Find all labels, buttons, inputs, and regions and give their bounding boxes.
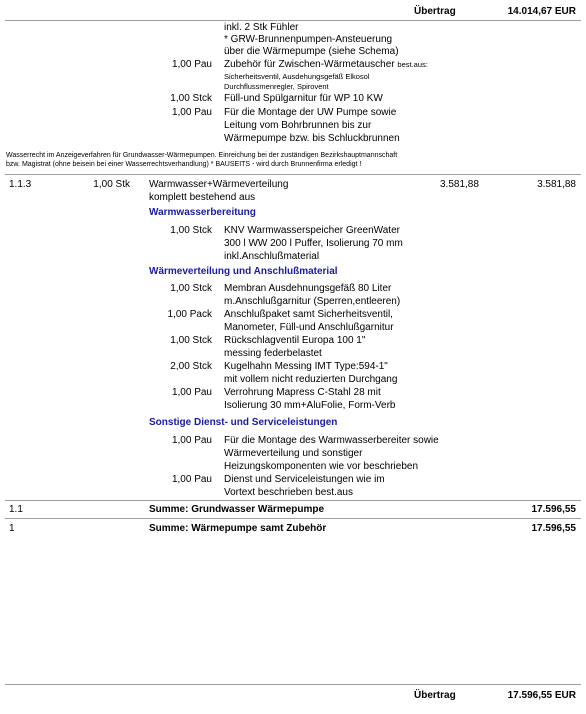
item-text: Füll-und Spülgarnitur für WP 10 KW	[224, 93, 383, 104]
item-text: Kugelhahn Messing IMT Type:594-1"	[224, 361, 388, 372]
item-text: Dienst und Serviceleistungen wie im	[224, 474, 385, 485]
sum-divider	[5, 500, 581, 501]
item-text: Anschlußpaket samt Sicherheitsventil,	[224, 309, 393, 320]
carry-over-label: Übertrag	[414, 6, 456, 17]
item-qty: 1,00 Pau	[171, 107, 212, 118]
position-qty: 1,00 Stk	[93, 179, 130, 190]
footer-carry-over-amount: 17.596,55 EUR	[507, 690, 576, 701]
section-heading-waermeverteilung: Wärmeverteilung und Anschlußmaterial	[149, 266, 338, 277]
item-text-line: Heizungskomponenten wie vor beschrieben	[224, 461, 419, 472]
carry-over-amount: 14.014,67 EUR	[507, 6, 576, 17]
sum-label: Summe: Wärmepumpe samt Zubehör	[149, 523, 327, 534]
position-subtitle: komplett bestehend aus	[149, 192, 256, 203]
item-text: Membran Ausdehnungsgefäß 80 Liter	[224, 283, 392, 294]
item-qty: 1,00 Stck	[170, 225, 212, 236]
item-sub-line: Sicherheitsventil, Ausdehungsgefäß Elkosol	[224, 72, 370, 81]
cont-line-1: inkl. 2 Stk Fühler	[224, 22, 299, 33]
item-text-line: Leitung vom Bohrbrunnen bis zur	[224, 120, 372, 131]
position-divider	[5, 174, 581, 175]
footer-carry-over-label: Übertrag	[414, 690, 456, 701]
item-text: KNV Warmwasserspeicher GreenWater	[224, 225, 400, 236]
section-heading-sonstige: Sonstige Dienst- und Serviceleistungen	[149, 417, 338, 428]
item-sub-line: Durchflussmenregler, Spirovent	[224, 82, 329, 91]
item-qty: 2,00 Stck	[170, 361, 212, 372]
item-text: Für die Montage der UW Pumpe sowie	[224, 107, 397, 118]
item-text	[224, 59, 428, 71]
water-right-notice: Wasserrecht im Anzeigeverfahren für Grundwasser-Wärmepumpen. Einreichung bei der zuständigen Bezirkshauptmannschaft	[6, 152, 398, 159]
item-text: Rückschlagventil Europa 100 1"	[224, 335, 366, 346]
item-text-line: Isolierung 30 mm+AluFolie, Form-Verb	[224, 400, 396, 411]
item-qty: 1,00 Stck	[170, 283, 212, 294]
sum-amount: 17.596,55	[531, 523, 576, 534]
item-text-small: best.aus:	[397, 60, 428, 69]
item-text-line: Wärmepumpe bzw. bis Schluckbrunnen	[224, 133, 400, 144]
water-right-notice: bzw. Magistrat (ohne beisein bei einer Wasserrechtsverhandlung) * BAUSEITS - wird durch Brunnenfirma erledigt !	[6, 161, 362, 168]
item-text-line: messing federbelastet	[224, 348, 322, 359]
item-text-main: Zubehör für Zwischen-Wärmetauscher	[224, 59, 395, 70]
item-text-line: Vortext beschrieben best.aus	[224, 487, 353, 498]
item-qty: 1,00 Stck	[170, 93, 212, 104]
item-qty: 1,00 Pack	[167, 309, 212, 320]
position-title: Warmwasser+Wärmeverteilung	[149, 179, 289, 190]
sum-divider	[5, 518, 581, 519]
item-text-line: inkl.Anschlußmaterial	[224, 251, 320, 262]
cont-line-2: * GRW-Brunnenpumpen-Ansteuerung	[224, 34, 393, 45]
position-number: 1.1.3	[9, 179, 32, 190]
item-text-line: m.Anschlußgarnitur (Sperren,entleeren)	[224, 296, 401, 307]
sum-amount: 17.596,55	[531, 504, 576, 515]
footer-divider	[5, 684, 581, 685]
item-text-line: Wärmeverteilung und sonstiger	[224, 448, 363, 459]
item-qty: 1,00 Stck	[170, 335, 212, 346]
cont-line-3: über die Wärmepumpe (siehe Schema)	[224, 46, 399, 57]
item-qty: 1,00 Pau	[171, 387, 212, 398]
item-text-line: 300 l WW 200 l Puffer, Isolierung 70 mm	[224, 238, 403, 249]
unit-price: 3.581,88	[440, 179, 479, 190]
item-text: Verrohrung Mapress C-Stahl 28 mit	[224, 387, 381, 398]
item-qty: 1,00 Pau	[171, 435, 212, 446]
sum-label: Summe: Grundwasser Wärmepumpe	[149, 504, 325, 515]
item-qty: 1,00 Pau	[171, 474, 212, 485]
sum-number: 1	[9, 523, 15, 534]
item-qty: 1,00 Pau	[171, 59, 212, 70]
sum-number: 1.1	[9, 504, 23, 515]
position-total: 3.581,88	[537, 179, 576, 190]
section-heading-warmwasser: Warmwasserbereitung	[149, 207, 256, 218]
header-divider	[5, 20, 581, 21]
item-text: Für die Montage des Warmwasserbereiter sowie	[224, 435, 439, 446]
item-text-line: Manometer, Füll-und Anschlußgarnitur	[224, 322, 394, 333]
item-text-line: mit vollem nicht reduzierten Durchgang	[224, 374, 398, 385]
